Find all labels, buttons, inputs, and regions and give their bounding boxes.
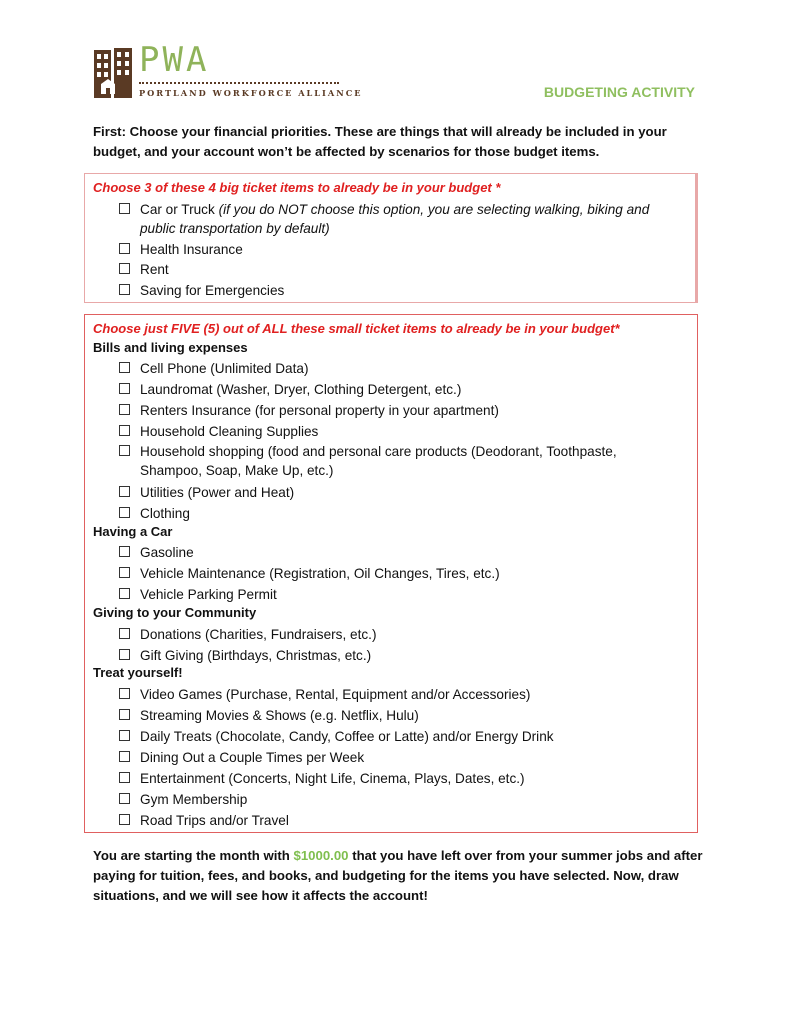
- item-label: Road Trips and/or Travel: [140, 813, 289, 828]
- item-label: Car or Truck (if you do NOT choose this option, you are selecting walking, biking and public transportation by default): [140, 202, 650, 236]
- big-ticket-heading: Choose 3 of these 4 big ticket items to already be in your budget *: [93, 180, 501, 195]
- item-label: Clothing: [140, 506, 190, 521]
- checkbox[interactable]: [119, 284, 130, 295]
- checkbox[interactable]: [119, 425, 130, 436]
- checkbox[interactable]: [119, 243, 130, 254]
- item-label: Donations (Charities, Fundraisers, etc.): [140, 627, 377, 642]
- building-logo-icon: [94, 48, 132, 98]
- small-ticket-section: [84, 314, 698, 833]
- item-label: Vehicle Parking Permit: [140, 587, 277, 602]
- checkbox[interactable]: [119, 588, 130, 599]
- category-heading-bills: Bills and living expenses: [93, 340, 248, 355]
- checkbox[interactable]: [119, 628, 130, 639]
- category-heading-treat-yourself: Treat yourself!: [93, 665, 183, 680]
- item-label: Vehicle Maintenance (Registration, Oil Changes, Tires, etc.): [140, 566, 500, 581]
- small-ticket-heading: Choose just FIVE (5) out of ALL these small ticket items to already be in your budget*: [93, 321, 620, 336]
- item-label: Gym Membership: [140, 792, 248, 807]
- item-label: Daily Treats (Chocolate, Candy, Coffee or Latte) and/or Energy Drink: [140, 729, 554, 744]
- item-label: Rent: [140, 262, 169, 277]
- closing-paragraph: You are starting the month with $1000.00 that you have left over from your summer jobs and after paying for tuition, fees, and books, and budgeting for the items you have selected. Now, draw situations, and we will see how it affects the account!: [93, 848, 703, 903]
- checkbox[interactable]: [119, 203, 130, 214]
- category-heading-community: Giving to your Community: [93, 605, 257, 620]
- document-title: BUDGETING ACTIVITY: [543, 84, 695, 100]
- item-label: Household Cleaning Supplies: [140, 424, 319, 439]
- item-label: Gasoline: [140, 545, 194, 560]
- checkbox[interactable]: [119, 772, 130, 783]
- item-label: Utilities (Power and Heat): [140, 485, 295, 500]
- checkbox[interactable]: [119, 383, 130, 394]
- checkbox[interactable]: [119, 546, 130, 557]
- checkbox[interactable]: [119, 567, 130, 578]
- item-label: Video Games (Purchase, Rental, Equipment and/or Accessories): [140, 687, 531, 702]
- checkbox[interactable]: [119, 507, 130, 518]
- checkbox[interactable]: [119, 486, 130, 497]
- logo-divider: [139, 82, 339, 84]
- checkbox[interactable]: [119, 688, 130, 699]
- logo-subtitle: PORTLAND WORKFORCE ALLIANCE: [139, 88, 363, 98]
- item-label: Health Insurance: [140, 242, 243, 257]
- checkbox[interactable]: [119, 814, 130, 825]
- intro-paragraph: First: Choose your financial priorities. These are things that will already be included in your budget, and your account won’t be affected by scenarios for those budget items.: [93, 124, 667, 159]
- item-label: Entertainment (Concerts, Night Life, Cinema, Plays, Dates, etc.): [140, 771, 525, 786]
- pwa-logo: [94, 40, 363, 102]
- checkbox[interactable]: [119, 362, 130, 373]
- item-label: Saving for Emergencies: [140, 283, 285, 298]
- checkbox[interactable]: [119, 263, 130, 274]
- starting-balance: $1000.00: [293, 848, 349, 863]
- logo-wordmark: PWA: [139, 40, 210, 80]
- item-label: Renters Insurance (for personal property in your apartment): [140, 403, 499, 418]
- item-label: Household shopping (food and personal care products (Deodorant, Toothpaste, Shampoo, Soap, Make Up, etc.): [140, 444, 617, 478]
- item-label: Dining Out a Couple Times per Week: [140, 750, 365, 765]
- item-label: Streaming Movies & Shows (e.g. Netflix, Hulu): [140, 708, 419, 723]
- checkbox[interactable]: [119, 445, 130, 456]
- checkbox[interactable]: [119, 709, 130, 720]
- item-label: Cell Phone (Unlimited Data): [140, 361, 309, 376]
- item-label: Gift Giving (Birthdays, Christmas, etc.): [140, 648, 372, 663]
- checkbox[interactable]: [119, 793, 130, 804]
- checkbox[interactable]: [119, 751, 130, 762]
- category-heading-car: Having a Car: [93, 524, 173, 539]
- item-label: Laundromat (Washer, Dryer, Clothing Detergent, etc.): [140, 382, 462, 397]
- checkbox[interactable]: [119, 730, 130, 741]
- checkbox[interactable]: [119, 404, 130, 415]
- big-ticket-section: [84, 173, 698, 303]
- checkbox[interactable]: [119, 649, 130, 660]
